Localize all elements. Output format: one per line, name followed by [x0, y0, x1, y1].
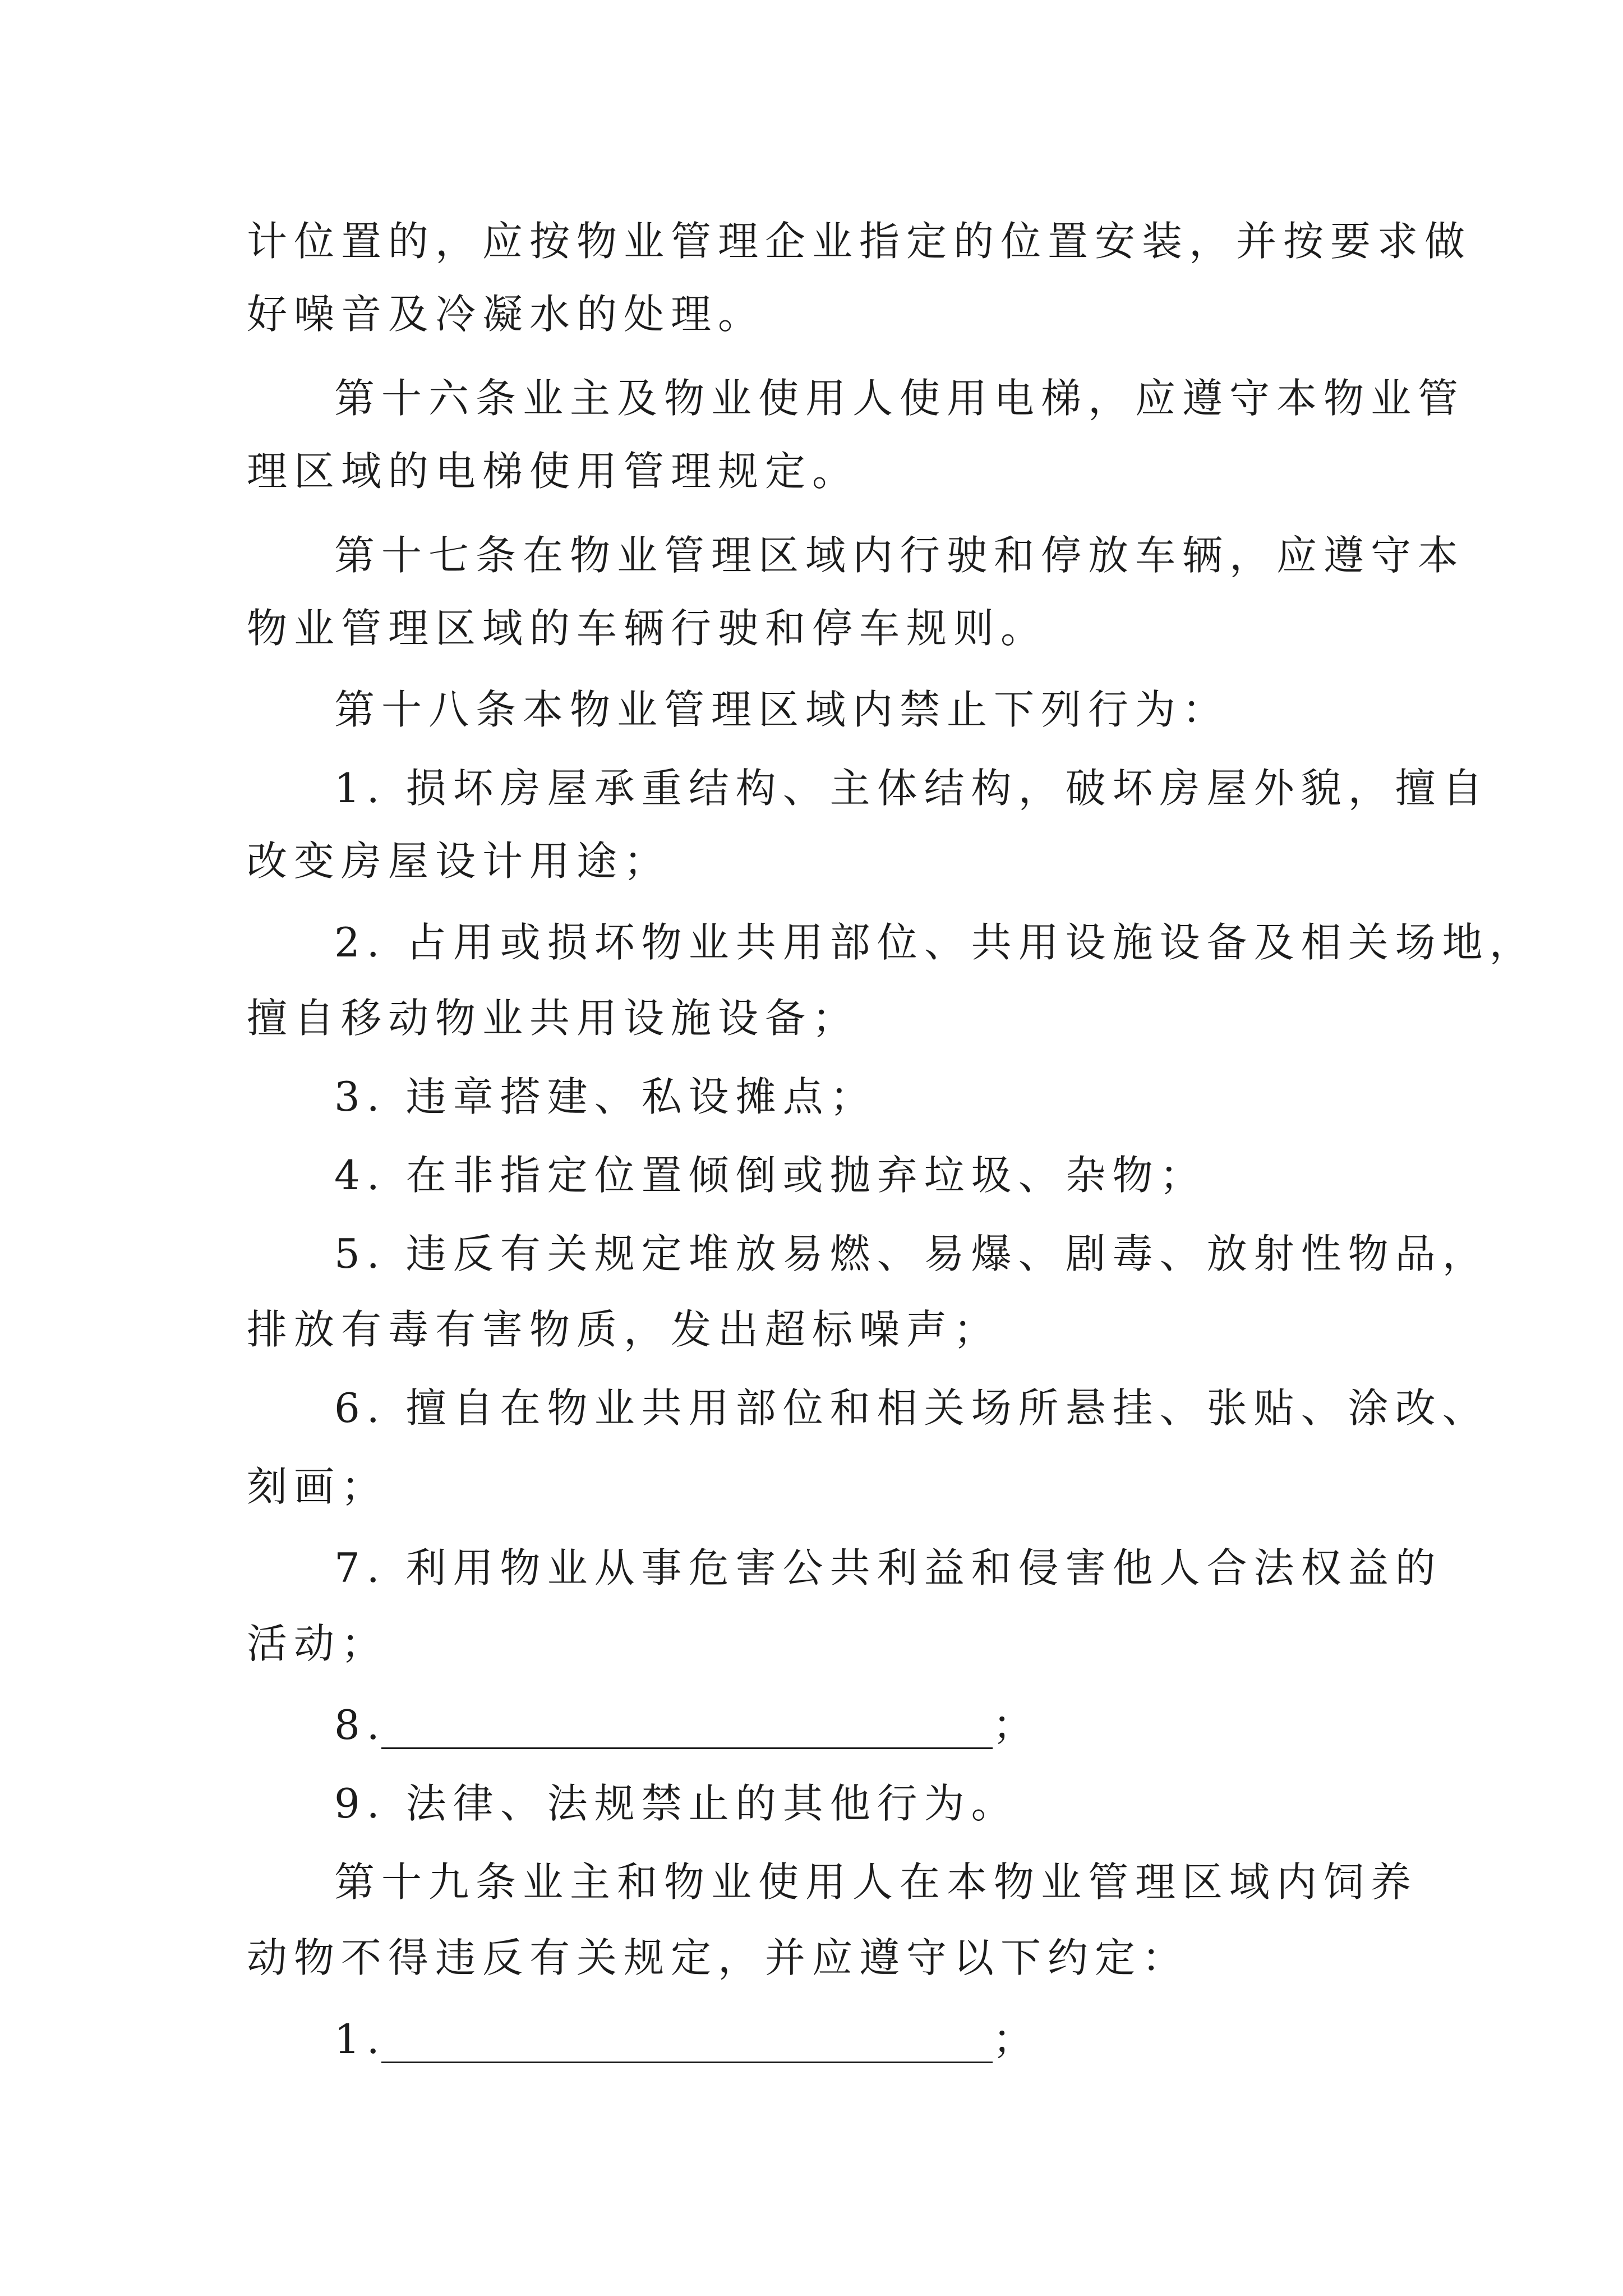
- text-line: 活动；: [247, 1620, 389, 1667]
- text-line: 计位置的，应按物业管理企业指定的位置安装，并按要求做: [247, 218, 1472, 265]
- article-17-line: 第十七条在物业管理区域内行驶和停放车辆，应遵守本: [334, 532, 1465, 579]
- text-line: 理区域的电梯使用管理规定。: [247, 448, 860, 495]
- list-item-1: 1. 损坏房屋承重结构、主体结构，破坏房屋外貌，擅自: [334, 765, 1490, 812]
- list-item-5: 5. 违反有关规定堆放易燃、易爆、剧毒、放射性物品，: [334, 1230, 1490, 1277]
- text-line: 刻画；: [247, 1463, 389, 1510]
- text-line: ；: [993, 1701, 1040, 1749]
- text-line: ；: [993, 2016, 1040, 2063]
- list-item-6: 6. 擅自在物业共用部位和相关场所悬挂、张贴、涂改、: [334, 1384, 1490, 1432]
- article-18-heading: 第十八条本物业管理区域内禁止下列行为：: [334, 686, 1230, 733]
- article-19-line: 第十九条业主和物业使用人在本物业管理区域内饲养: [334, 1858, 1418, 1906]
- article-19-item-1-number: 1.: [334, 2016, 386, 2063]
- article-16-line: 第十六条业主及物业使用人使用电梯，应遵守本物业管: [334, 375, 1465, 422]
- blank-fill-line: [381, 2062, 993, 2063]
- list-item-7: 7. 利用物业从事危害公共利益和侵害他人合法权益的: [334, 1544, 1442, 1591]
- list-item-8-number: 8.: [334, 1701, 386, 1749]
- text-line: 擅自移动物业共用设施设备；: [247, 995, 860, 1042]
- blank-fill-line: [381, 1747, 993, 1749]
- list-item-4: 4. 在非指定位置倾倒或抛弃垃圾、杂物；: [334, 1152, 1207, 1199]
- text-line: 物业管理区域的车辆行驶和停车规则。: [247, 605, 1048, 652]
- text-line: 好噪音及冷凝水的处理。: [247, 291, 766, 338]
- list-item-9: 9. 法律、法规禁止的其他行为。: [334, 1780, 1018, 1827]
- text-line: 动物不得违反有关规定，并应遵守以下约定：: [247, 1934, 1189, 1981]
- list-item-3: 3. 违章搭建、私设摊点；: [334, 1073, 877, 1120]
- text-line: 改变房屋设计用途；: [247, 838, 671, 885]
- text-line: 排放有毒有害物质，发出超标噪声；: [247, 1306, 1001, 1353]
- list-item-2: 2. 占用或损坏物业共用部位、共用设施设备及相关场地，: [334, 919, 1537, 966]
